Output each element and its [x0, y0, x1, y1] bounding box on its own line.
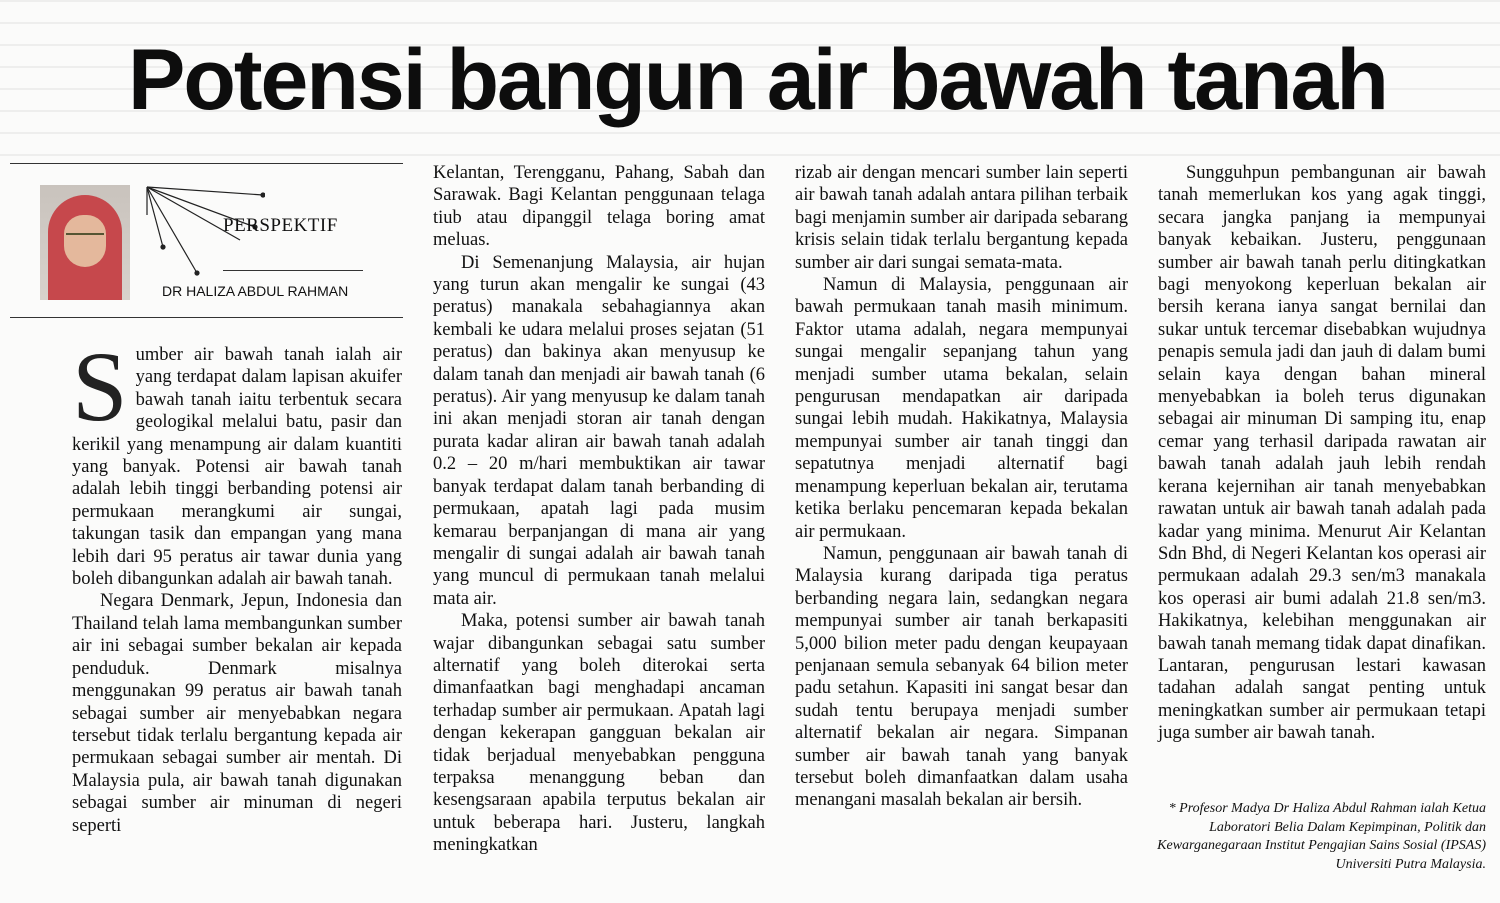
paragraph: Di Semenanjung Malaysia, air hujan yang turun akan mengalir ke sungai (43 peratus) manakala sebahagiannya akan kembali ke udara melalui proses sejatan (51 peratus) dan bakinya akan menyusup ke dalam tanah dan menjadi air bawah tanah (6 peratus). Air yang menyusup ke dalam tanah ini akan menjadi storan air tanah dengan purata kadar aliran air bawah tanah adalah 0.2 – 20 m/hari membuktikan air tawar banyak terdapat dalam tanah berbanding di permukaan, apatah lagi pada musim kemarau berpanjangan di mana air yang mengalir di sungai adalah air bawah tanah yang muncul di permukaan tanah melalui mata air. — [433, 252, 765, 609]
column-1 — [72, 331, 402, 837]
author-name: DR HALIZA ABDUL RAHMAN — [162, 283, 349, 299]
paragraph: Sungguhpun pembangunan air bawah tanah memerlukan kos yang agak tinggi, secara jangka panjang ia mempunyai banyak kebaikan. Justeru, penggunaan sumber air bawah tanah perlu ditingkatkan bagi menyokong keperluan bekalan air bersih kerana ianya sangat bernilai dan sukar untuk tercemar disebabkan wujudnya penapis semula jadi dan jauh di dalam bumi selain kaya dengan bahan mineral menyebabkan ia boleh terus digunakan sebagai air minuman Di samping itu, enap cemar yang terhasil daripada rawatan air bawah tanah adalah jauh lebih rendah kerana kejernihan air tanah menyebabkan rawatan untuk air bawah tanah adalah pada kadar yang minima. Menurut Air Kelantan Sdn Bhd, di Negeri Kelantan kos operasi air permukaan adalah 29.3 sen/m3 manakala kos operasi air bumi adalah 21.8 sen/m3. Hakikatnya, kelebihan menggunakan air bawah tanah memang tidak dapat dinafikan. Lantaran, pengurusan lestari kawasan tadahan adalah sangat penting untuk meningkatkan sumber air permukaan tetapi juga sumber air bawah tanah. — [1158, 163, 1486, 744]
headline: Potensi bangun air bawah tanah — [128, 32, 1387, 128]
author-photo — [40, 185, 130, 300]
paragraph-text: umber air bawah tanah ialah air yang terdapat dalam lapisan akuifer bawah tanah iaitu terbentuk secara geologikal melalui batu, pasir dan kerikil yang menampung air dalam kuantiti yang banyak. Potensi air bawah tanah adalah lebih tinggi berbanding potensi air permukaan merangkumi air sungai, takungan tasik dan empangan yang mana lebih dari 95 peratus air tawar dunia yang boleh dibangunkan adalah air bawah tanah. — [72, 345, 402, 590]
drop-cap: S — [72, 331, 128, 442]
section-label: PERSPEKTIF — [223, 215, 338, 236]
column-3 — [795, 162, 1128, 812]
byline-inner-rule — [223, 270, 363, 271]
byline-top-rule — [10, 163, 403, 164]
paragraph: Kelantan, Terengganu, Pahang, Sabah dan Sarawak. Bagi Kelantan penggunaan telaga tiub atau dipanggil telaga boring amat meluas. — [433, 163, 765, 251]
column-4 — [1158, 162, 1486, 745]
author-footnote: * Profesor Madya Dr Haliza Abdul Rahman ialah Ketua Laboratori Belia Dalam Kepimpinan, Politik dan Kewarganegaraan Institut Pengajian Sains Sosial (IPSAS) Universiti Putra Malaysia. — [1157, 801, 1486, 872]
author-photo-glasses — [66, 233, 104, 243]
paragraph: Namun di Malaysia, penggunaan air bawah permukaan tanah masih minimum. Faktor utama adalah, negara mempunyai sungai mengalir sepanjang tahun yang menjadi sumber utama bekalan, selain pengurusan mendapatkan air daripada sungai lebih mudah. Hakikatnya, Malaysia mempunyai sumber air tanah tinggi dan sepatutnya menjadi alternatif bagi menampung keperluan bekalan air, terutama ketika berlaku pencemaran kepada bekalan air permukaan. — [795, 275, 1128, 542]
paragraph — [72, 331, 402, 590]
paragraph: Maka, potensi sumber air bawah tanah wajar dibangunkan sebagai satu sumber alternatif yang boleh diterokai serta dimanfaatkan bagi menghadapi ancaman terhadap sumber air permukaan. Apatah lagi dengan kekerapan gangguan bekalan air tidak berjadual menyebabkan pengguna terpaksa menanggung beban dan kesengsaraan apabila terputus bekalan air untuk beberapa hari. Justeru, langkah meningkatkan — [433, 611, 765, 856]
paragraph: Namun, penggunaan air bawah tanah di Malaysia kurang daripada tiga peratus berbanding negara lain, sedangkan negara mempunyai sumber air tanah berkapasiti 5,000 bilion meter padu dengan keupayaan penjanaan semula sebanyak 64 bilion meter padu setahun. Kapasiti ini sangat besar dan sudah tentu berupaya menjadi sumber alternatif bekalan air negara. Simpanan sumber air bawah tanah yang banyak tersebut boleh dimanfaatkan dalam usaha menangani masalah bekalan air bersih. — [795, 543, 1128, 811]
byline-box — [10, 163, 403, 318]
paragraph: rizab air dengan mencari sumber lain seperti air bawah tanah adalah antara pilihan terbaik bagi menjamin sumber air daripada sebarang krisis selain tidak terlalu bergantung kepada sumber air dari sungai semata-mata. — [795, 163, 1128, 273]
column-2 — [433, 162, 765, 857]
paragraph: Negara Denmark, Jepun, Indonesia dan Thailand telah lama membangunkan sumber air ini sebagai sumber bekalan air kepada penduduk. Denmark misalnya menggunakan 99 peratus air bawah tanah sebagai sumber air menyebabkan negara tersebut tidak terlalu bergantung kepada air permukaan sebagai sumber air mentah. Di Malaysia pula, air bawah tanah digunakan sebagai sumber air minuman di negeri seperti — [72, 591, 402, 836]
byline-bottom-rule — [10, 317, 403, 318]
